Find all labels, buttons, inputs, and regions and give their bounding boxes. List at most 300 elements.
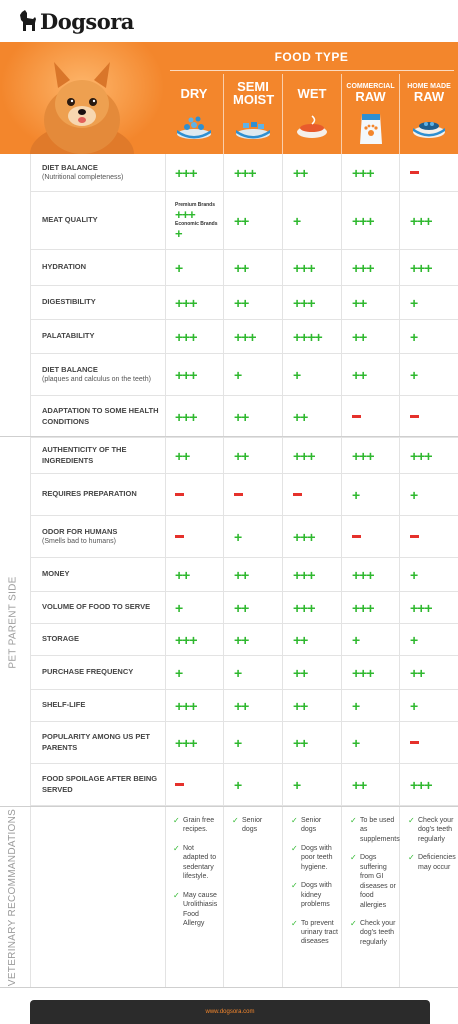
rating-cell xyxy=(224,354,283,395)
footer-bar xyxy=(30,1000,430,1024)
vet-recommendation-column xyxy=(400,810,458,987)
rating-cell xyxy=(342,192,400,249)
table-row xyxy=(30,764,458,806)
rating-cell xyxy=(342,286,400,319)
vet-recommendation-column xyxy=(283,810,342,987)
label-column-divider xyxy=(30,154,31,987)
rating-cell xyxy=(400,592,458,623)
rating-cell xyxy=(165,438,224,473)
vet-recommendation-item xyxy=(408,816,454,844)
plus-rating: +++ xyxy=(352,212,374,229)
plus-rating: +++ xyxy=(352,447,374,464)
rating-cell xyxy=(283,438,342,473)
rating-cell xyxy=(400,192,458,249)
vet-recommendation-text: Check your dog's teeth regularly xyxy=(360,919,396,946)
rating-cell xyxy=(283,558,342,591)
plus-rating: ++ xyxy=(234,259,249,276)
rating-cell xyxy=(165,396,224,437)
rating-cell xyxy=(224,250,283,285)
plus-rating: +++ xyxy=(175,408,197,425)
plus-rating: +++ xyxy=(352,664,374,681)
plus-rating: ++ xyxy=(293,408,308,425)
row-label xyxy=(42,558,168,591)
plus-rating: +++ xyxy=(175,631,197,648)
plus-rating: +++ xyxy=(410,447,432,464)
pet-parent-side-label-text: PET PARENT SIDE xyxy=(7,575,19,669)
rating-cell xyxy=(283,286,342,319)
plus-rating: + xyxy=(234,734,242,751)
minus-rating-icon xyxy=(410,741,419,744)
rating-cell xyxy=(283,250,342,285)
plus-rating: ++ xyxy=(352,776,367,793)
checkmark-icon: ✓ xyxy=(291,881,298,891)
rating-cell xyxy=(283,656,342,689)
vet-recommendation-column xyxy=(224,810,283,987)
plus-rating: +++ xyxy=(352,599,374,616)
column-header-wet xyxy=(283,74,341,154)
plus-rating: + xyxy=(410,631,418,648)
rating-cell xyxy=(165,722,224,763)
table-row xyxy=(30,154,458,192)
rating-cell xyxy=(400,516,458,557)
column-label-homemade-raw: RAW xyxy=(413,89,445,104)
plus-rating: ++ xyxy=(293,164,308,181)
vet-recommendation-item xyxy=(173,816,220,835)
plus-rating: + xyxy=(175,599,183,616)
row-label-main: ODOR FOR HUMANS xyxy=(42,526,118,536)
plus-rating: ++ xyxy=(234,408,249,425)
dog-photo xyxy=(0,42,165,154)
plus-rating: ++ xyxy=(293,734,308,751)
dog-silhouette-icon xyxy=(18,9,38,33)
minus-rating-icon xyxy=(352,415,361,418)
brand-name: Dogsora xyxy=(40,8,134,34)
rating-cell xyxy=(165,320,224,353)
plus-rating: +++ xyxy=(175,697,197,714)
checkmark-icon: ✓ xyxy=(291,843,298,853)
rating-cell xyxy=(165,286,224,319)
plus-rating: + xyxy=(410,486,418,503)
section-divider xyxy=(0,987,458,988)
minus-rating-icon xyxy=(352,535,361,538)
vet-recommendation-text: Senior dogs xyxy=(242,817,263,834)
plus-rating: ++ xyxy=(293,697,308,714)
row-label xyxy=(42,764,168,805)
row-label-main: VOLUME OF FOOD TO SERVE xyxy=(42,602,151,612)
plus-rating: +++ xyxy=(410,259,432,276)
plus-rating: +++ xyxy=(175,328,197,345)
plus-rating: ++ xyxy=(293,631,308,648)
row-label xyxy=(42,250,168,285)
rating-cell xyxy=(400,286,458,319)
row-label xyxy=(42,354,168,395)
plus-rating: ++ xyxy=(175,566,190,583)
plus-rating: +++ xyxy=(175,366,197,383)
vet-recommendation-column xyxy=(165,810,224,987)
rating-cell xyxy=(400,320,458,353)
rating-cell xyxy=(342,154,400,191)
table-row xyxy=(30,690,458,722)
rating-cell xyxy=(342,592,400,623)
minus-rating-icon xyxy=(234,493,243,496)
rating-cell xyxy=(224,286,283,319)
row-label-main: DIET BALANCE xyxy=(42,162,98,172)
rating-cell xyxy=(165,474,224,515)
rating-cell xyxy=(283,192,342,249)
rating-cell xyxy=(342,474,400,515)
vet-recommendation-item xyxy=(350,816,400,844)
checkmark-icon: ✓ xyxy=(173,890,180,900)
vet-recommendation-text: Check your dog's teeth regularly xyxy=(418,817,454,843)
rating-cell xyxy=(400,764,458,805)
plus-rating: ++ xyxy=(410,664,425,681)
row-label-main: DIGESTIBILITY xyxy=(42,297,96,307)
plus-rating: + xyxy=(175,664,183,681)
plus-rating: + xyxy=(352,697,360,714)
rating-cell xyxy=(400,396,458,437)
plus-rating: + xyxy=(410,294,418,311)
rating-cell xyxy=(224,474,283,515)
vet-recommendation-text: Deficiencies may occur xyxy=(418,854,456,871)
column-header-commercial-raw: COMMERCIAL RAW xyxy=(342,74,399,154)
meat-quality-dry-breakdown xyxy=(175,202,218,240)
checkmark-icon: ✓ xyxy=(291,816,298,825)
rating-cell xyxy=(342,320,400,353)
rating-cell xyxy=(283,320,342,353)
rating-cell xyxy=(400,438,458,473)
plus-rating: +++ xyxy=(234,164,256,181)
rating-cell xyxy=(400,722,458,763)
rating-cell xyxy=(400,250,458,285)
table-row xyxy=(30,438,458,474)
plus-rating: + xyxy=(234,528,242,545)
row-label-main: REQUIRES PREPARATION xyxy=(42,489,137,499)
column-header-homemade-raw: HOME MADE RAW xyxy=(400,74,458,154)
table-row xyxy=(30,250,458,286)
vet-recommendation-column xyxy=(342,810,400,987)
rating-cell xyxy=(283,354,342,395)
rating-cell xyxy=(165,592,224,623)
plus-rating: +++ xyxy=(352,566,374,583)
rating-cell xyxy=(224,764,283,805)
plus-rating: ++ xyxy=(234,212,249,229)
vet-recommendation-text: Grain free recipes. xyxy=(183,817,215,834)
table-row xyxy=(30,558,458,592)
wet-food-bowl-icon xyxy=(292,112,332,140)
rating-cell xyxy=(165,624,224,655)
rating-cell xyxy=(400,656,458,689)
rating-cell xyxy=(165,516,224,557)
plus-rating: + xyxy=(352,631,360,648)
table-row xyxy=(30,592,458,624)
table-row xyxy=(30,474,458,516)
rating-cell xyxy=(165,656,224,689)
rating-cell xyxy=(224,722,283,763)
footer-url[interactable]: www.dogsora.com xyxy=(205,1009,255,1015)
row-label-main: SHELF-LIFE xyxy=(42,700,86,710)
rating-cell xyxy=(342,558,400,591)
row-label xyxy=(42,624,168,655)
row-label xyxy=(42,192,168,249)
vet-recommendation-item xyxy=(408,853,454,872)
minus-rating-icon xyxy=(410,171,419,174)
vet-recommendation-item xyxy=(291,816,338,835)
rating-cell xyxy=(283,764,342,805)
row-label xyxy=(42,438,168,473)
row-label-sub: (Nutritional completeness) xyxy=(42,173,124,181)
rating-cell xyxy=(165,690,224,721)
vet-recommendation-text: Dogs with kidney problems xyxy=(301,882,332,909)
table-row xyxy=(30,320,458,354)
plus-rating: + xyxy=(234,664,242,681)
row-label-main: POPULARITY AMONG US PET PARENTS xyxy=(42,732,150,752)
checkmark-icon: ✓ xyxy=(350,853,357,863)
plus-rating: ++ xyxy=(175,447,190,464)
table-row xyxy=(30,722,458,764)
column-header-semi-moist xyxy=(224,74,282,154)
plus-rating: +++ xyxy=(410,776,432,793)
rating-cell xyxy=(283,474,342,515)
plus-rating: ++ xyxy=(352,294,367,311)
checkmark-icon: ✓ xyxy=(173,816,180,825)
rating-cell xyxy=(165,558,224,591)
plus-rating: + xyxy=(410,328,418,345)
rating-cell xyxy=(165,192,224,249)
plus-rating: + xyxy=(410,366,418,383)
row-label-sub: (Smells bad to humans) xyxy=(42,537,116,545)
row-label xyxy=(42,516,168,557)
plus-rating: +++ xyxy=(175,164,197,181)
vet-recommendation-item xyxy=(350,919,396,947)
row-label-main: FOOD SPOILAGE AFTER BEING SERVED xyxy=(42,774,158,794)
plus-rating: +++ xyxy=(234,328,256,345)
plus-rating: ++ xyxy=(293,664,308,681)
plus-rating: + xyxy=(352,486,360,503)
row-label xyxy=(42,722,168,763)
rating-cell xyxy=(165,354,224,395)
food-type-title: FOOD TYPE xyxy=(274,50,349,64)
vet-recommendation-item xyxy=(350,853,396,910)
vet-recommendation-item xyxy=(291,919,338,947)
rating-cell xyxy=(224,438,283,473)
rating-cell xyxy=(342,624,400,655)
checkmark-icon: ✓ xyxy=(408,816,415,825)
plus-rating: +++ xyxy=(293,294,315,311)
minus-rating-icon xyxy=(175,783,184,786)
header-divider xyxy=(170,70,454,71)
vet-recommendation-text: Not adapted to sedentary lifestyle. xyxy=(183,844,217,881)
row-label xyxy=(42,154,168,191)
table-row xyxy=(30,624,458,656)
plus-rating: + xyxy=(175,259,183,276)
rating-cell xyxy=(400,624,458,655)
table-row xyxy=(30,516,458,558)
premium-brands-rating: +++ xyxy=(175,206,195,222)
plus-rating: ++ xyxy=(234,447,249,464)
minus-rating-icon xyxy=(175,535,184,538)
rating-cell xyxy=(400,690,458,721)
logo[interactable] xyxy=(18,8,134,34)
vet-recommendation-text: Senior dogs xyxy=(301,817,322,834)
rating-cell xyxy=(224,192,283,249)
row-label-main: HYDRATION xyxy=(42,262,87,272)
rating-cell xyxy=(283,592,342,623)
table-row xyxy=(30,656,458,690)
economic-brands-label: Economic Brands xyxy=(175,220,218,227)
plus-rating: +++ xyxy=(293,528,315,545)
rating-cell xyxy=(224,320,283,353)
rating-cell xyxy=(283,624,342,655)
row-label xyxy=(42,396,168,437)
rating-cell xyxy=(224,656,283,689)
rating-cell xyxy=(224,558,283,591)
section-divider xyxy=(0,436,458,437)
plus-rating: ++ xyxy=(234,631,249,648)
rating-cell xyxy=(224,516,283,557)
plus-rating: +++ xyxy=(410,599,432,616)
plus-rating: + xyxy=(293,212,301,229)
row-label xyxy=(42,320,168,353)
checkmark-icon: ✓ xyxy=(291,918,298,928)
plus-rating: ++ xyxy=(352,328,367,345)
rating-cell xyxy=(342,396,400,437)
plus-rating: +++ xyxy=(352,259,374,276)
rating-cell xyxy=(342,250,400,285)
rating-cell xyxy=(165,250,224,285)
plus-rating: ++ xyxy=(234,294,249,311)
row-label-main: STORAGE xyxy=(42,634,79,644)
rating-cell xyxy=(342,354,400,395)
plus-rating: +++ xyxy=(293,599,315,616)
rating-cell xyxy=(224,154,283,191)
row-label xyxy=(42,474,168,515)
vet-recommendation-item xyxy=(173,891,220,929)
semi-moist-food-bowl-icon xyxy=(233,112,273,140)
row-label xyxy=(42,286,168,319)
rating-cell xyxy=(342,764,400,805)
plus-rating: ++ xyxy=(234,697,249,714)
vet-recommendation-text: May cause Urolithiasis Food Allergy xyxy=(183,891,218,927)
plus-rating: ++++ xyxy=(293,328,322,345)
rating-cell xyxy=(165,154,224,191)
rating-cell xyxy=(283,154,342,191)
plus-rating: +++ xyxy=(293,566,315,583)
row-label-main: ADAPTATION TO SOME HEALTH CONDITIONS xyxy=(42,406,159,426)
vet-recommendation-text: To be used as supplements xyxy=(360,817,400,843)
section-divider xyxy=(0,806,458,807)
row-label xyxy=(42,592,168,623)
rating-cell xyxy=(342,438,400,473)
homemade-raw-bowl-icon xyxy=(409,112,449,140)
column-label-commercial-raw: RAW xyxy=(355,89,386,104)
checkmark-icon: ✓ xyxy=(173,843,180,853)
row-label-main: MEAT QUALITY xyxy=(42,215,98,225)
row-label-main: PALATABILITY xyxy=(42,331,95,341)
rating-cell xyxy=(224,396,283,437)
rating-cell xyxy=(224,624,283,655)
table-row xyxy=(30,354,458,396)
pet-parent-side-label xyxy=(0,438,26,806)
plus-rating: +++ xyxy=(175,294,197,311)
vet-recommendation-text: Dogs suffering from GI diseases or food allergies xyxy=(360,854,396,909)
checkmark-icon: ✓ xyxy=(350,918,357,928)
minus-rating-icon xyxy=(410,535,419,538)
row-label-main: PURCHASE FREQUENCY xyxy=(42,667,134,677)
row-label-sub: (plaques and calculus on the teeth) xyxy=(42,375,151,383)
rating-cell xyxy=(400,354,458,395)
rating-cell xyxy=(283,516,342,557)
column-label-wet: WET xyxy=(297,85,327,101)
rating-cell xyxy=(400,154,458,191)
vet-recommendation-item xyxy=(291,881,338,909)
pomeranian-image xyxy=(0,42,165,154)
column-label-dry: DRY xyxy=(180,85,208,101)
table-row xyxy=(30,192,458,250)
row-label-main: DIET BALANCE xyxy=(42,364,98,374)
vet-recommendation-item xyxy=(232,816,279,835)
rating-cell xyxy=(342,656,400,689)
rating-cell xyxy=(400,558,458,591)
minus-rating-icon xyxy=(410,415,419,418)
rating-cell xyxy=(342,690,400,721)
rating-cell xyxy=(342,722,400,763)
plus-rating: + xyxy=(293,776,301,793)
plus-rating: +++ xyxy=(175,734,197,751)
rating-cell xyxy=(342,516,400,557)
row-label-main: AUTHENTICITY OF THE INGREDIENTS xyxy=(42,445,127,465)
veterinary-recommendations-label xyxy=(0,808,26,987)
checkmark-icon: ✓ xyxy=(408,853,415,863)
rating-cell xyxy=(165,764,224,805)
plus-rating: + xyxy=(410,697,418,714)
plus-rating: + xyxy=(410,566,418,583)
column-label-semi-moist: SEMI MOIST xyxy=(233,79,275,107)
rating-cell xyxy=(283,396,342,437)
vet-recommendation-item xyxy=(173,844,220,882)
row-label xyxy=(42,690,168,721)
rating-cell xyxy=(283,722,342,763)
minus-rating-icon xyxy=(175,493,184,496)
column-header-dry xyxy=(165,74,223,154)
rating-cell xyxy=(224,690,283,721)
vet-recommendation-item xyxy=(291,844,338,872)
plus-rating: + xyxy=(234,776,242,793)
premium-brands-label: Premium Brands xyxy=(175,201,216,208)
rating-cell xyxy=(224,592,283,623)
rating-cell xyxy=(283,690,342,721)
plus-rating: +++ xyxy=(293,259,315,276)
economic-brands-rating: + xyxy=(175,225,182,241)
vet-recommendation-text: To prevent urinary tract diseases xyxy=(301,919,338,946)
minus-rating-icon xyxy=(293,493,302,496)
top-bar xyxy=(0,0,458,42)
table-row xyxy=(30,286,458,320)
row-label-main: MONEY xyxy=(42,569,70,579)
vet-recommendation-text: Dogs with poor teeth hygiene. xyxy=(301,844,333,871)
plus-rating: + xyxy=(293,366,301,383)
plus-rating: +++ xyxy=(410,212,432,229)
plus-rating: + xyxy=(234,366,242,383)
dry-food-bowl-icon xyxy=(174,112,214,140)
plus-rating: + xyxy=(352,734,360,751)
checkmark-icon: ✓ xyxy=(350,816,357,825)
raw-food-bag-icon xyxy=(351,112,391,146)
plus-rating: +++ xyxy=(352,164,374,181)
plus-rating: ++ xyxy=(234,566,249,583)
plus-rating: ++ xyxy=(234,599,249,616)
rating-cell xyxy=(400,474,458,515)
veterinary-recommendations-label-text: VETERINARY RECOMMANDATIONS xyxy=(7,808,19,987)
